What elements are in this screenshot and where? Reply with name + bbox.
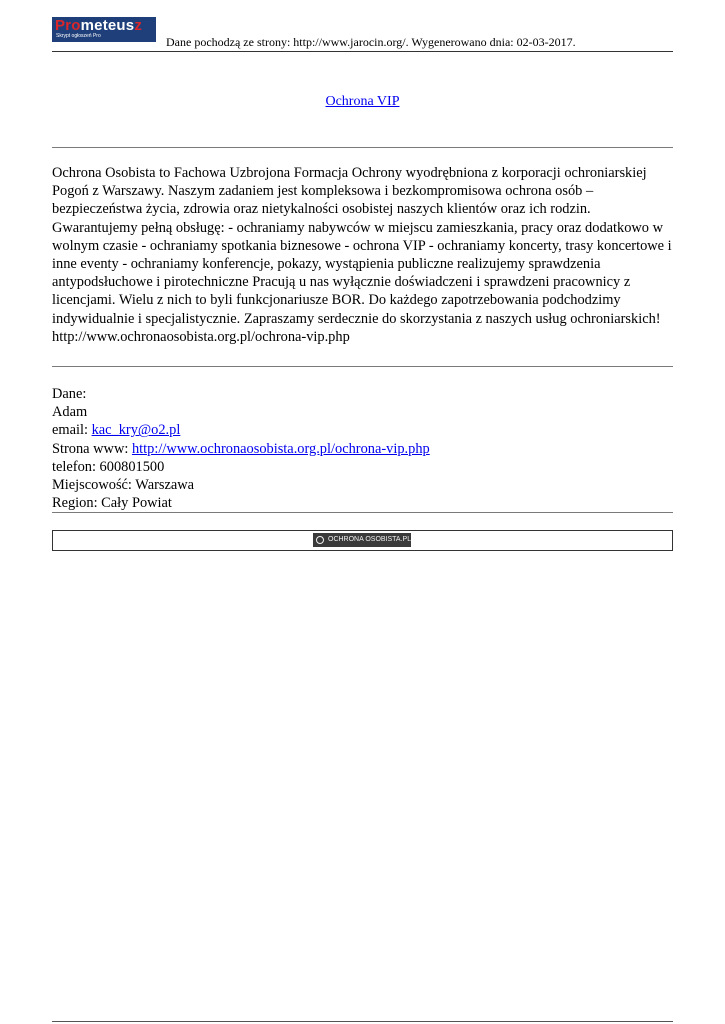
website-link[interactable]: http://www.ochronaosobista.org.pl/ochrona-vip.php bbox=[131, 440, 430, 457]
details-divider bbox=[52, 512, 673, 513]
image-box bbox=[52, 530, 673, 551]
logo-text: OCHRONA OSOBISTA.PL bbox=[328, 536, 412, 543]
title-divider bbox=[52, 147, 673, 148]
listing-description: Ochrona Osobista to Fachowa Uzbrojona Formacja Ochrony wyodrębniona z korporacji ochroniarskiej Pogoń z Warszawy. Naszym zadaniem jest kompleksowa i bezkompromisowa ochrona osób – bezpieczeństwa życia, zdrowia oraz nietykalności osobistej naszych klientów oraz ich rodzin. Gwarantujemy pełną obsługę: - ochraniamy nabywców w miejscu zamieszkania, pracy oraz dodatkowo w wolnym czasie - ochraniamy spotkania biznesowe - ochrona VIP - ochraniamy koncerty, trasy koncertowe i inne eventy - ochraniamy konferencje, pokazy, wystąpienia publiczne realizujemy sprawdzenia antypodsłuchowe i pirotechniczne Pracują u nas wyłącznie doświadczeni i sprawdzeni pracownicy z licencjami. Wielu z nich to byli funkcjonariusze BOR. Do każdego zapotrzebowania podchodzimy indywidualnie i specjalistycznie. Zapraszamy serdecznie do skorzystania z naszych usług ochroniarskich! http://www.ochronaosobista.org.pl/ochrona-vip.php bbox=[52, 165, 672, 345]
phone-row: telefon: 600801500 bbox=[52, 458, 165, 475]
listing-title bbox=[0, 94, 725, 110]
ochrona-osobista-logo bbox=[313, 533, 411, 547]
email-link[interactable]: kac_kry@o2.pl bbox=[91, 422, 181, 439]
shield-ring-icon bbox=[316, 536, 324, 544]
email-row bbox=[52, 421, 673, 439]
contact-name: Adam bbox=[52, 404, 88, 421]
header-divider bbox=[52, 51, 673, 52]
footer-divider bbox=[52, 1021, 673, 1022]
website-row bbox=[52, 440, 673, 458]
logo-wordmark: Prometeusz bbox=[55, 17, 143, 34]
email-label: email: bbox=[52, 422, 92, 439]
listing-title-link[interactable]: Ochrona VIP bbox=[325, 94, 400, 109]
description-divider bbox=[52, 366, 673, 367]
source-info: Dane pochodzą ze strony: http://www.jarocin.org/. Wygenerowano dnia: 02-03-2017. bbox=[166, 35, 576, 49]
city-row: Miejscowość: Warszawa bbox=[52, 477, 195, 494]
logo-tagline: Skrypt ogłoszeń Pro bbox=[56, 33, 101, 39]
details-heading: Dane: bbox=[52, 386, 87, 402]
prometeusz-logo bbox=[52, 17, 156, 42]
contact-details bbox=[52, 385, 673, 512]
website-label: Strona www: bbox=[52, 440, 132, 457]
region-row: Region: Cały Powiat bbox=[52, 495, 172, 512]
